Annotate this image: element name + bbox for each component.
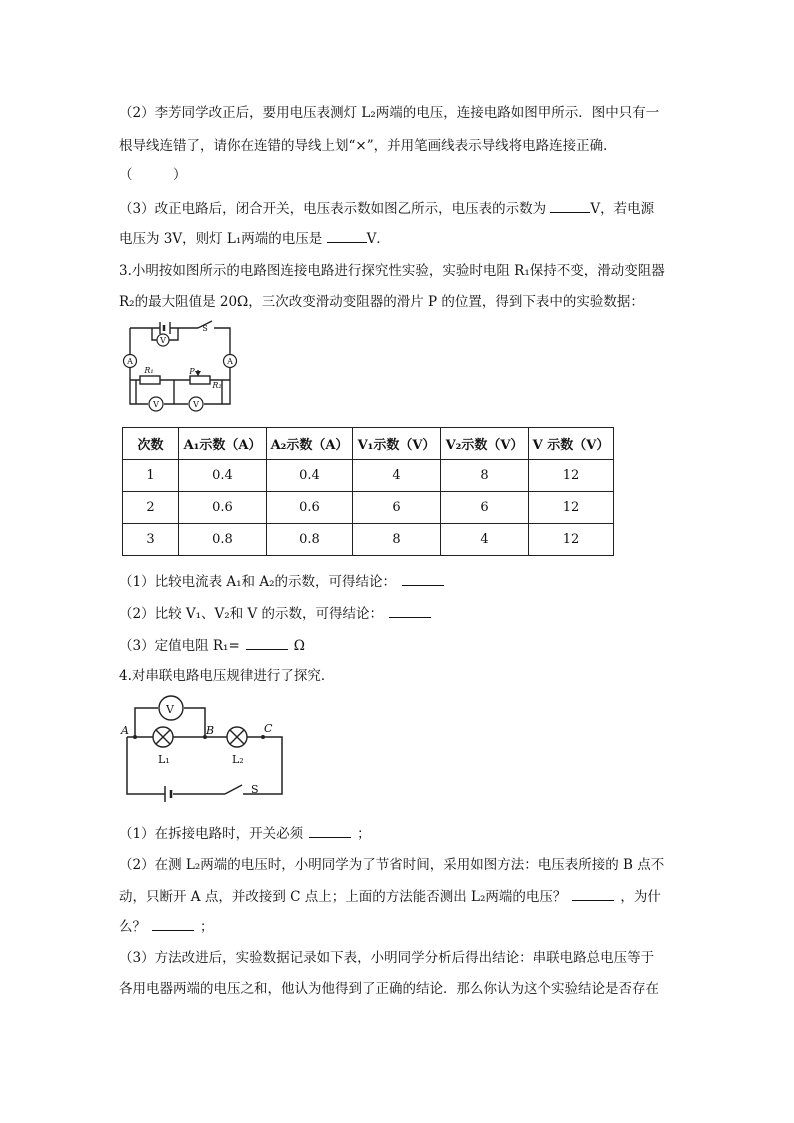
answer-blank-voltage-conclusion[interactable] [389,603,431,618]
table-cell: 0.6 [179,492,267,524]
q3-line1: 3.小明按如图所示的电路图连接电路进行探究性实验，实验时电阻 R₁保持不变，滑动变阻器 [119,263,665,279]
circuit-label-v2: V [193,400,199,409]
answer-blank-r1-value[interactable] [246,635,288,650]
q2-part2-line2: 根导线连错了，请你在连错的导线上划“×”，并用笔画线表示导线将电路连接正确． [119,138,617,154]
answer-blank-current-conclusion[interactable] [402,571,444,586]
table-header-cell: V 示数（V） [529,428,614,460]
q2-part2-answer-parens: （ ） [119,167,187,183]
q2-part3-text-b: V，若电源 [590,201,655,217]
q4-sub3-line1: （3）方法改进后，实验数据记录如下表，小明同学分析后得出结论：串联电路总电压等于 [119,950,655,966]
table-cell: 12 [529,460,614,492]
q3-circuit-diagram [118,318,242,414]
circuit-label-a1: A [127,357,133,366]
q2-part3-text-a: （3）改正电路后，闭合开关，电压表示数如图乙所示，电压表的示数为 [119,201,551,217]
circuit-point-c: C [264,722,273,735]
circuit-label-r2: R₂ [212,381,222,390]
circuit-label-l2: L₂ [232,753,244,766]
table-cell: 12 [529,524,614,556]
circuit-label-v1: V [153,400,159,409]
table-cell: 1 [123,460,179,492]
q3-sub3-line [119,635,305,656]
table-cell: 4 [441,524,529,556]
q4-sub2-line2 [119,886,661,907]
q3-sub1-line [119,571,444,592]
q4-sub2-text-c: 么？ [119,919,146,935]
q4-sub1-line [119,823,371,844]
table-cell: 0.4 [267,460,353,492]
q4-sub2-line1: （2）在测 L₂两端的电压时，小明同学为了节省时间，采用如图方法：电压表所接的 B 点不 [119,857,665,873]
table-row [123,524,614,556]
table-cell: 2 [123,492,179,524]
table-header-cell: 次数 [123,428,179,460]
q4-sub2-line3 [119,916,214,937]
table-cell: 0.8 [179,524,267,556]
table-cell: 0.6 [267,492,353,524]
q2-part3-text-c: 电压为 3V，则灯 L₁两端的电压是 [119,231,327,247]
q2-part3-text-d: V． [366,231,390,247]
q4-title: 4.对串联电路电压规律进行了探究． [119,668,335,684]
circuit-point-a: A [121,724,129,737]
answer-blank-can-measure[interactable] [572,886,614,901]
q4-sub3-line2: 各用电器两端的电压之和，他认为他得到了正确的结论．那么你认为这个实验结论是否存在 [119,981,659,997]
table-cell: 3 [123,524,179,556]
table-header-cell: V₂示数（V） [441,428,529,460]
table-cell: 6 [441,492,529,524]
answer-blank-reason[interactable] [152,916,194,931]
table-cell: 12 [529,492,614,524]
circuit-label-p: P [189,367,195,376]
q4-sub1-end: ； [357,826,371,842]
q2-part3-line2 [119,228,390,249]
q3-sub1-text: （1）比较电流表 A₁和 A₂的示数，可得结论： [119,574,396,590]
q3-sub3-text: （3）定值电阻 R₁= [119,638,240,654]
table-cell: 0.8 [267,524,353,556]
q3-sub2-line [119,603,431,624]
q2-part2-line1: （2）李芳同学改正后，要用电压表测灯 L₂两端的电压，连接电路如图甲所示．图中只有一 [119,105,660,121]
circuit-point-b: B [206,724,215,737]
q3-line2: R₂的最大阻值是 20Ω，三次改变滑动变阻器的滑片 P 的位置，得到下表中的实验数据： [119,294,644,310]
q4-circuit-diagram [115,690,290,802]
table-header-cell: A₁示数（A） [179,428,267,460]
circuit-label-v: V [160,336,166,345]
q4-sub2-text-d: ； [200,919,214,935]
table-header-cell: V₁示数（V） [353,428,441,460]
table-cell: 4 [353,460,441,492]
circuit-label-r1: R₁ [144,366,154,375]
table-header-cell: A₂示数（A） [267,428,353,460]
q3-data-table [122,427,614,556]
circuit-label-s: S [202,324,208,333]
answer-blank-switch-state[interactable] [309,823,351,838]
table-row [123,460,614,492]
answer-blank-voltmeter-reading[interactable] [550,198,590,213]
table-row [123,492,614,524]
circuit-label-l1: L₁ [158,753,170,766]
circuit-label-switch: S [251,783,259,796]
table-cell: 8 [353,524,441,556]
table-header-row [123,428,614,460]
circuit-label-a2: A [227,357,233,366]
answer-blank-l1-voltage[interactable] [327,228,367,243]
table-cell: 8 [441,460,529,492]
table-cell: 6 [353,492,441,524]
q2-part3-line1 [119,198,654,219]
table-cell: 0.4 [179,460,267,492]
q3-sub3-unit: Ω [293,638,305,654]
q4-sub1-text: （1）在拆接电路时，开关必须 [119,826,304,842]
circuit-label-voltmeter: V [166,703,174,716]
q3-sub2-text: （2）比较 V₁、V₂和 V 的示数，可得结论： [119,606,384,622]
q4-sub2-text-b: ，为什 [620,889,661,905]
q4-sub2-text-a: 动，只断开 A 点，并改接到 C 点上；上面的方法能否测出 L₂两端的电压？ [119,889,567,905]
